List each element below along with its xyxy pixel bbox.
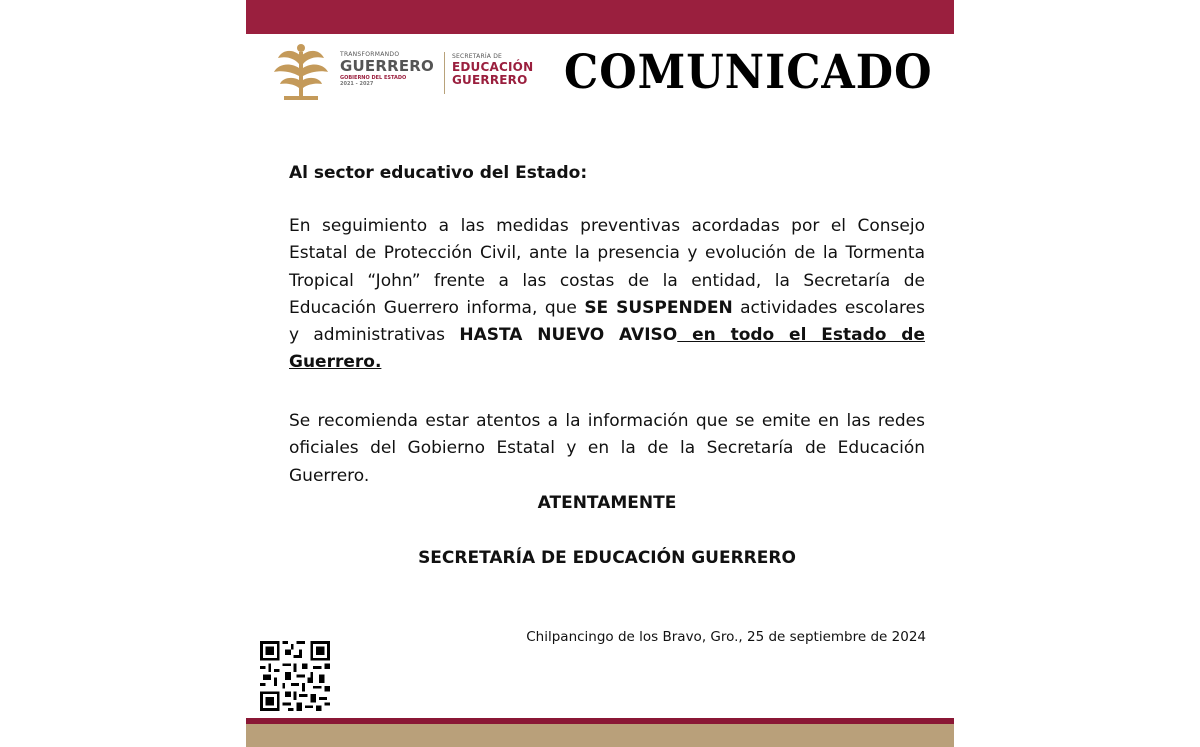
qr-code-icon [260,641,330,711]
main-paragraph [289,213,925,377]
para1-text-a: En seguimiento a las medidas preventivas acordadas por el Consejo Estatal de Protección Civil, ante la presencia y evolución de la Tormenta Tropical “John” frente a las costas de la entidad, la Secretaría de Educación Guerrero informa, que [289,216,925,318]
sec-logo-line1: EDUCACIÓN [452,60,534,74]
bottom-color-band [246,724,954,747]
document-page [246,0,954,747]
sec-logo-top-line: SECRETARÍA DE [452,53,503,60]
sec-logo-line2: GUERRERO [452,73,528,87]
place-and-date: Chilpancingo de los Bravo, Gro., 25 de septiembre de 2024 [526,629,926,645]
gobierno-guerrero-logo [340,51,440,87]
state-emblem-icon [268,42,334,104]
gov-logo-years: 2021 - 2027 [340,81,374,87]
salutation: Al sector educativo del Estado: [289,163,588,183]
closing-atentamente: ATENTAMENTE [537,493,677,513]
gov-logo-name: GUERRERO [340,57,434,75]
para1-bold-underlined: en todo el Estado de Guerrero. [289,325,925,373]
document-title: COMUNICADO [564,46,933,100]
para1-bold-hasta-nuevo-aviso: HASTA NUEVO AVISO [459,325,678,346]
recommendation-paragraph: Se recomienda estar atentos a la información que se emite en las redes oficiales del Gobierno Estatal y en la de la Secretaría de Educación Guerrero. [289,411,925,486]
para1-bold-suspenden: SE SUSPENDEN [584,297,733,318]
secretaria-educacion-logo [452,53,547,87]
gov-logo-sub-line: GOBIERNO DEL ESTADO [340,75,407,81]
logo-divider [444,52,445,94]
closing-signature: SECRETARÍA DE EDUCACIÓN GUERRERO [418,548,796,568]
para1-text-b: actividades escolares y administrativas [289,297,925,346]
top-color-band [246,0,954,34]
gov-logo-top-line: TRANSFORMANDO [340,51,400,58]
